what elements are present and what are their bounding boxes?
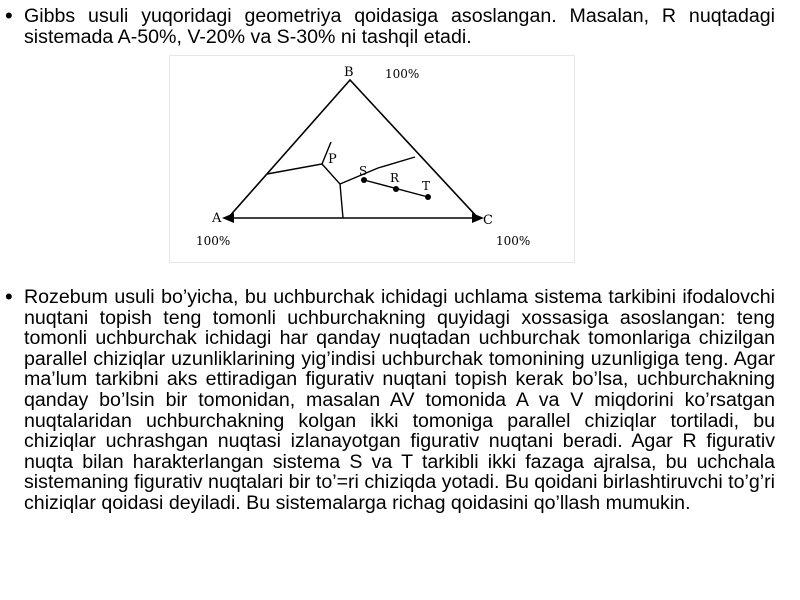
bullet-text: Gibbs usuli yuqoridagi geometriya qoidasiga asoslangan. Masalan, R nuqtadagi sistemada A-50%, V-20% va S-30% ni tashqil etadi. xyxy=(24,5,775,48)
label-vertex-c-pct: 100% xyxy=(496,234,531,248)
triangle-outline xyxy=(228,80,478,218)
label-point-t: T xyxy=(422,179,431,193)
ternary-diagram-svg xyxy=(170,56,574,262)
bullet-dot: • xyxy=(5,284,13,309)
boundary-right xyxy=(340,157,415,184)
label-vertex-a-pct: 100% xyxy=(196,234,231,248)
bullet-item-rozebum xyxy=(5,284,775,514)
bullet-text: Rozebum usuli bo’yicha, bu uchburchak ichidagi uchlama sistema tarkibini ifodalovchi nuqtani topish teng tomonli uchburchakning quyidagi xossasiga asoslangan: teng tomonli uchburchak ichidagi har qanday nuqtadan uchburchak tomonlariga chizilgan parallel chiziqlar uzunliklarining yig’indisi uchburchak tomonining uzunligiga teng. Agar ma’lum tarkibni aks ettiradigan figurativ nuqtani topish kerak bo’lsa, uchburchakning qanday bo’lsin bir tomonidan, masalan AV tomonida A va V miqdorini ko’rsatgan nuqtalaridan uchburchakning kolgan ikki tomoniga parallel chiziqlar tortiladi, bu chiziqlar uchrashgan nuqtasi izlanayotgan figurativ nuqtani beradi. Agar R figurativ nuqta bilan harakterlangan sistema S va T tarkibli ikki fazaga ajralsa, bu uchchala sistemaning figurativ nuqtalari bir to’=ri chiziqda yotadi. Bu qoidani birlashtiruvchi to’g’ri chiziqlar qoidasi deyiladi. Bu sistemalarga richag qoidasini qo’llash mumukin. xyxy=(24,286,775,514)
boundary-left xyxy=(267,142,331,174)
label-vertex-a: A xyxy=(212,211,222,226)
label-vertex-b-pct: 100% xyxy=(385,67,420,81)
label-point-p: P xyxy=(328,152,337,167)
bullet-dot: • xyxy=(5,3,13,28)
point-r-marker xyxy=(393,186,399,192)
arrow-a xyxy=(222,213,234,223)
label-vertex-c: C xyxy=(483,213,493,228)
bullet-item-gibbs xyxy=(5,3,775,48)
label-point-s: S xyxy=(359,164,368,178)
ternary-diagram xyxy=(170,56,574,262)
label-vertex-b: B xyxy=(344,65,354,80)
label-point-r: R xyxy=(390,171,400,185)
boundary-lower xyxy=(322,164,343,218)
point-t-marker xyxy=(425,194,431,200)
